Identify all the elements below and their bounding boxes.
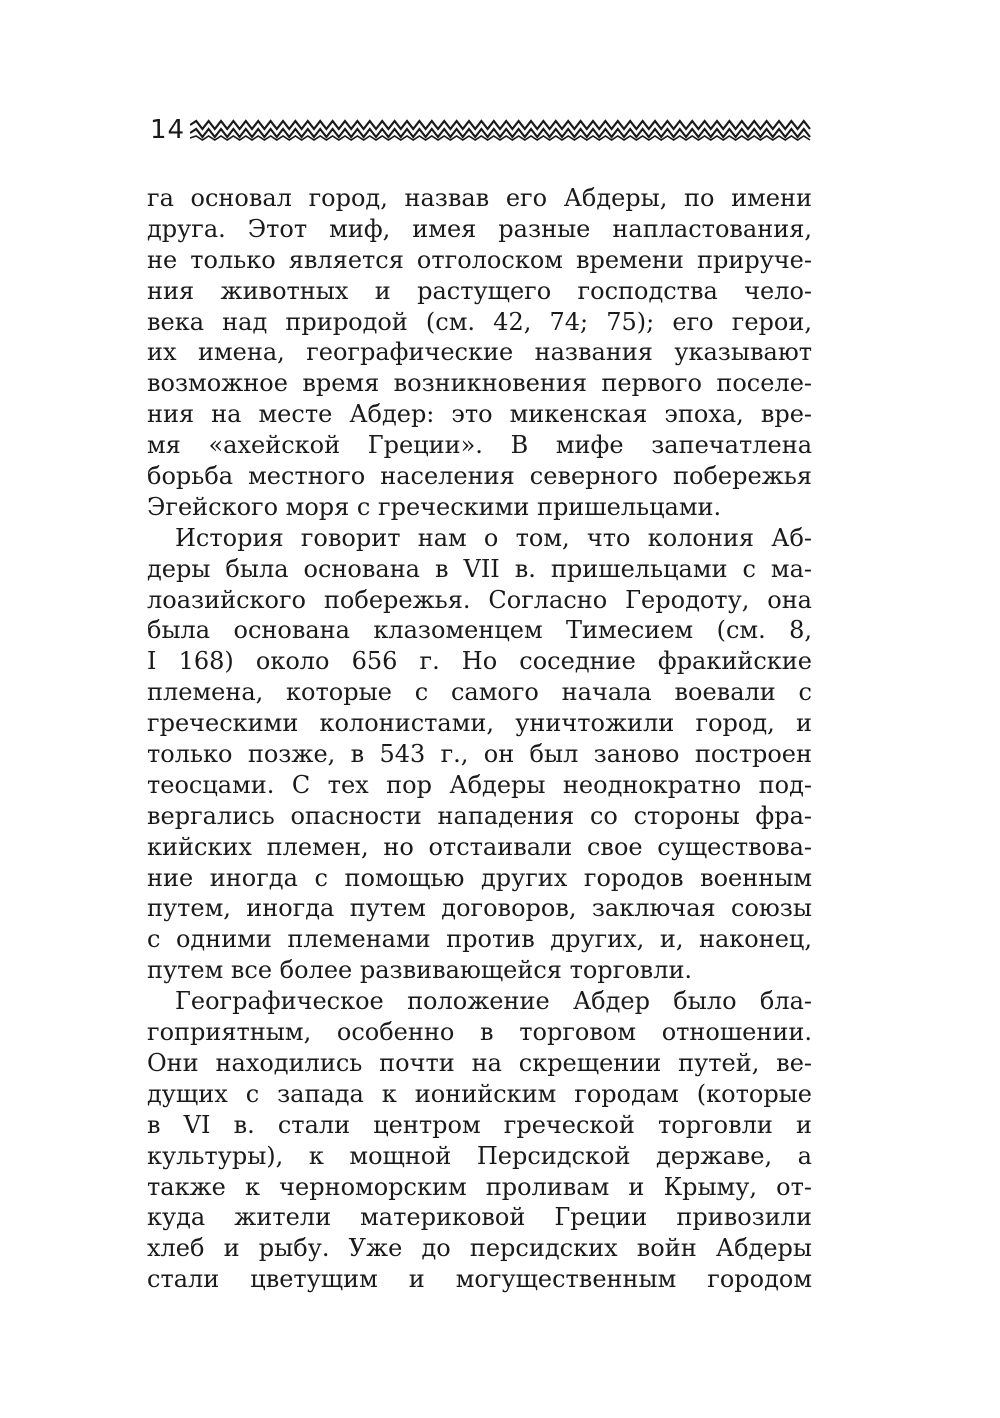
- text-line: друга. Этот миф, имея разные напластования,: [147, 214, 812, 243]
- text-line: племена, которые с самого начала воевали с: [147, 678, 812, 707]
- paragraph: [147, 986, 812, 1295]
- page-header: [150, 113, 812, 149]
- text-line: культуры), к мощной Персидской державе, а: [147, 1141, 812, 1170]
- text-line: борьба местного населения северного побережья: [147, 462, 812, 491]
- text-line: Они находились почти на скрещении путей, ве-: [147, 1048, 812, 1077]
- text-line: путем, иногда путем договоров, заключая союзы: [147, 894, 812, 923]
- text-line: их имена, географические названия указывают: [147, 338, 812, 367]
- body-text: [147, 183, 812, 1295]
- text-line: дущих с запада к ионийским городам (которые: [147, 1079, 812, 1108]
- text-line: греческими колонистами, уничтожили город, и: [147, 709, 812, 738]
- paragraph: [147, 523, 812, 986]
- text-line: История говорит нам о том, что колония Аб-: [175, 523, 812, 552]
- wavy-ornament-icon: [190, 119, 812, 141]
- text-line: Географическое положение Абдер было бла-: [175, 987, 812, 1016]
- text-line: только позже, в 543 г., он был заново построен: [147, 740, 812, 769]
- text-line: Эгейского моря с греческими пришельцами.: [147, 492, 722, 521]
- text-line: хлеб и рыбу. Уже до персидских войн Абдеры: [147, 1234, 812, 1263]
- text-line: мя «ахейской Греции». В мифе запечатлена: [147, 431, 812, 460]
- text-line: также к черноморским проливам и Крыму, от-: [147, 1172, 812, 1201]
- text-line: куда жители материковой Греции привозили: [147, 1203, 812, 1232]
- text-line: ния на месте Абдер: это микенская эпоха, вре-: [147, 400, 812, 429]
- text-line: века над природой (см. 42, 74; 75); его герои,: [147, 307, 812, 336]
- text-line: стали цветущим и могущественным городом: [147, 1265, 812, 1294]
- text-line: не только является отголоском времени прируче-: [147, 245, 812, 274]
- text-line: кийских племен, но отстаивали свое существова-: [147, 832, 812, 861]
- page-number: 14: [150, 115, 186, 145]
- text-line: была основана клазоменцем Тимесием (см. 8,: [147, 616, 812, 645]
- text-line: ния животных и растущего господства чело-: [147, 276, 812, 305]
- text-line: деры была основана в VII в. пришельцами с ма-: [147, 554, 812, 583]
- text-line: I 168) около 656 г. Но соседние фракийские: [147, 647, 812, 676]
- paragraph: [147, 183, 812, 523]
- text-line: лоазийского побережья. Согласно Геродоту, она: [147, 585, 812, 614]
- text-line: га основал город, назвав его Абдеры, по имени: [147, 184, 812, 212]
- text-line: гоприятным, особенно в торговом отношении.: [147, 1018, 812, 1047]
- text-line: с одними племенами против других, и, наконец,: [147, 925, 812, 954]
- text-line: возможное время возникновения первого поселе-: [147, 369, 812, 398]
- text-line: теосцами. С тех пор Абдеры неоднократно под-: [147, 770, 812, 799]
- text-line: в VI в. стали центром греческой торговли и: [147, 1110, 812, 1139]
- text-line: вергались опасности нападения со стороны фра-: [147, 801, 812, 830]
- text-line: ние иногда с помощью других городов военным: [147, 863, 812, 892]
- text-line: путем все более развивающейся торговли.: [147, 956, 693, 985]
